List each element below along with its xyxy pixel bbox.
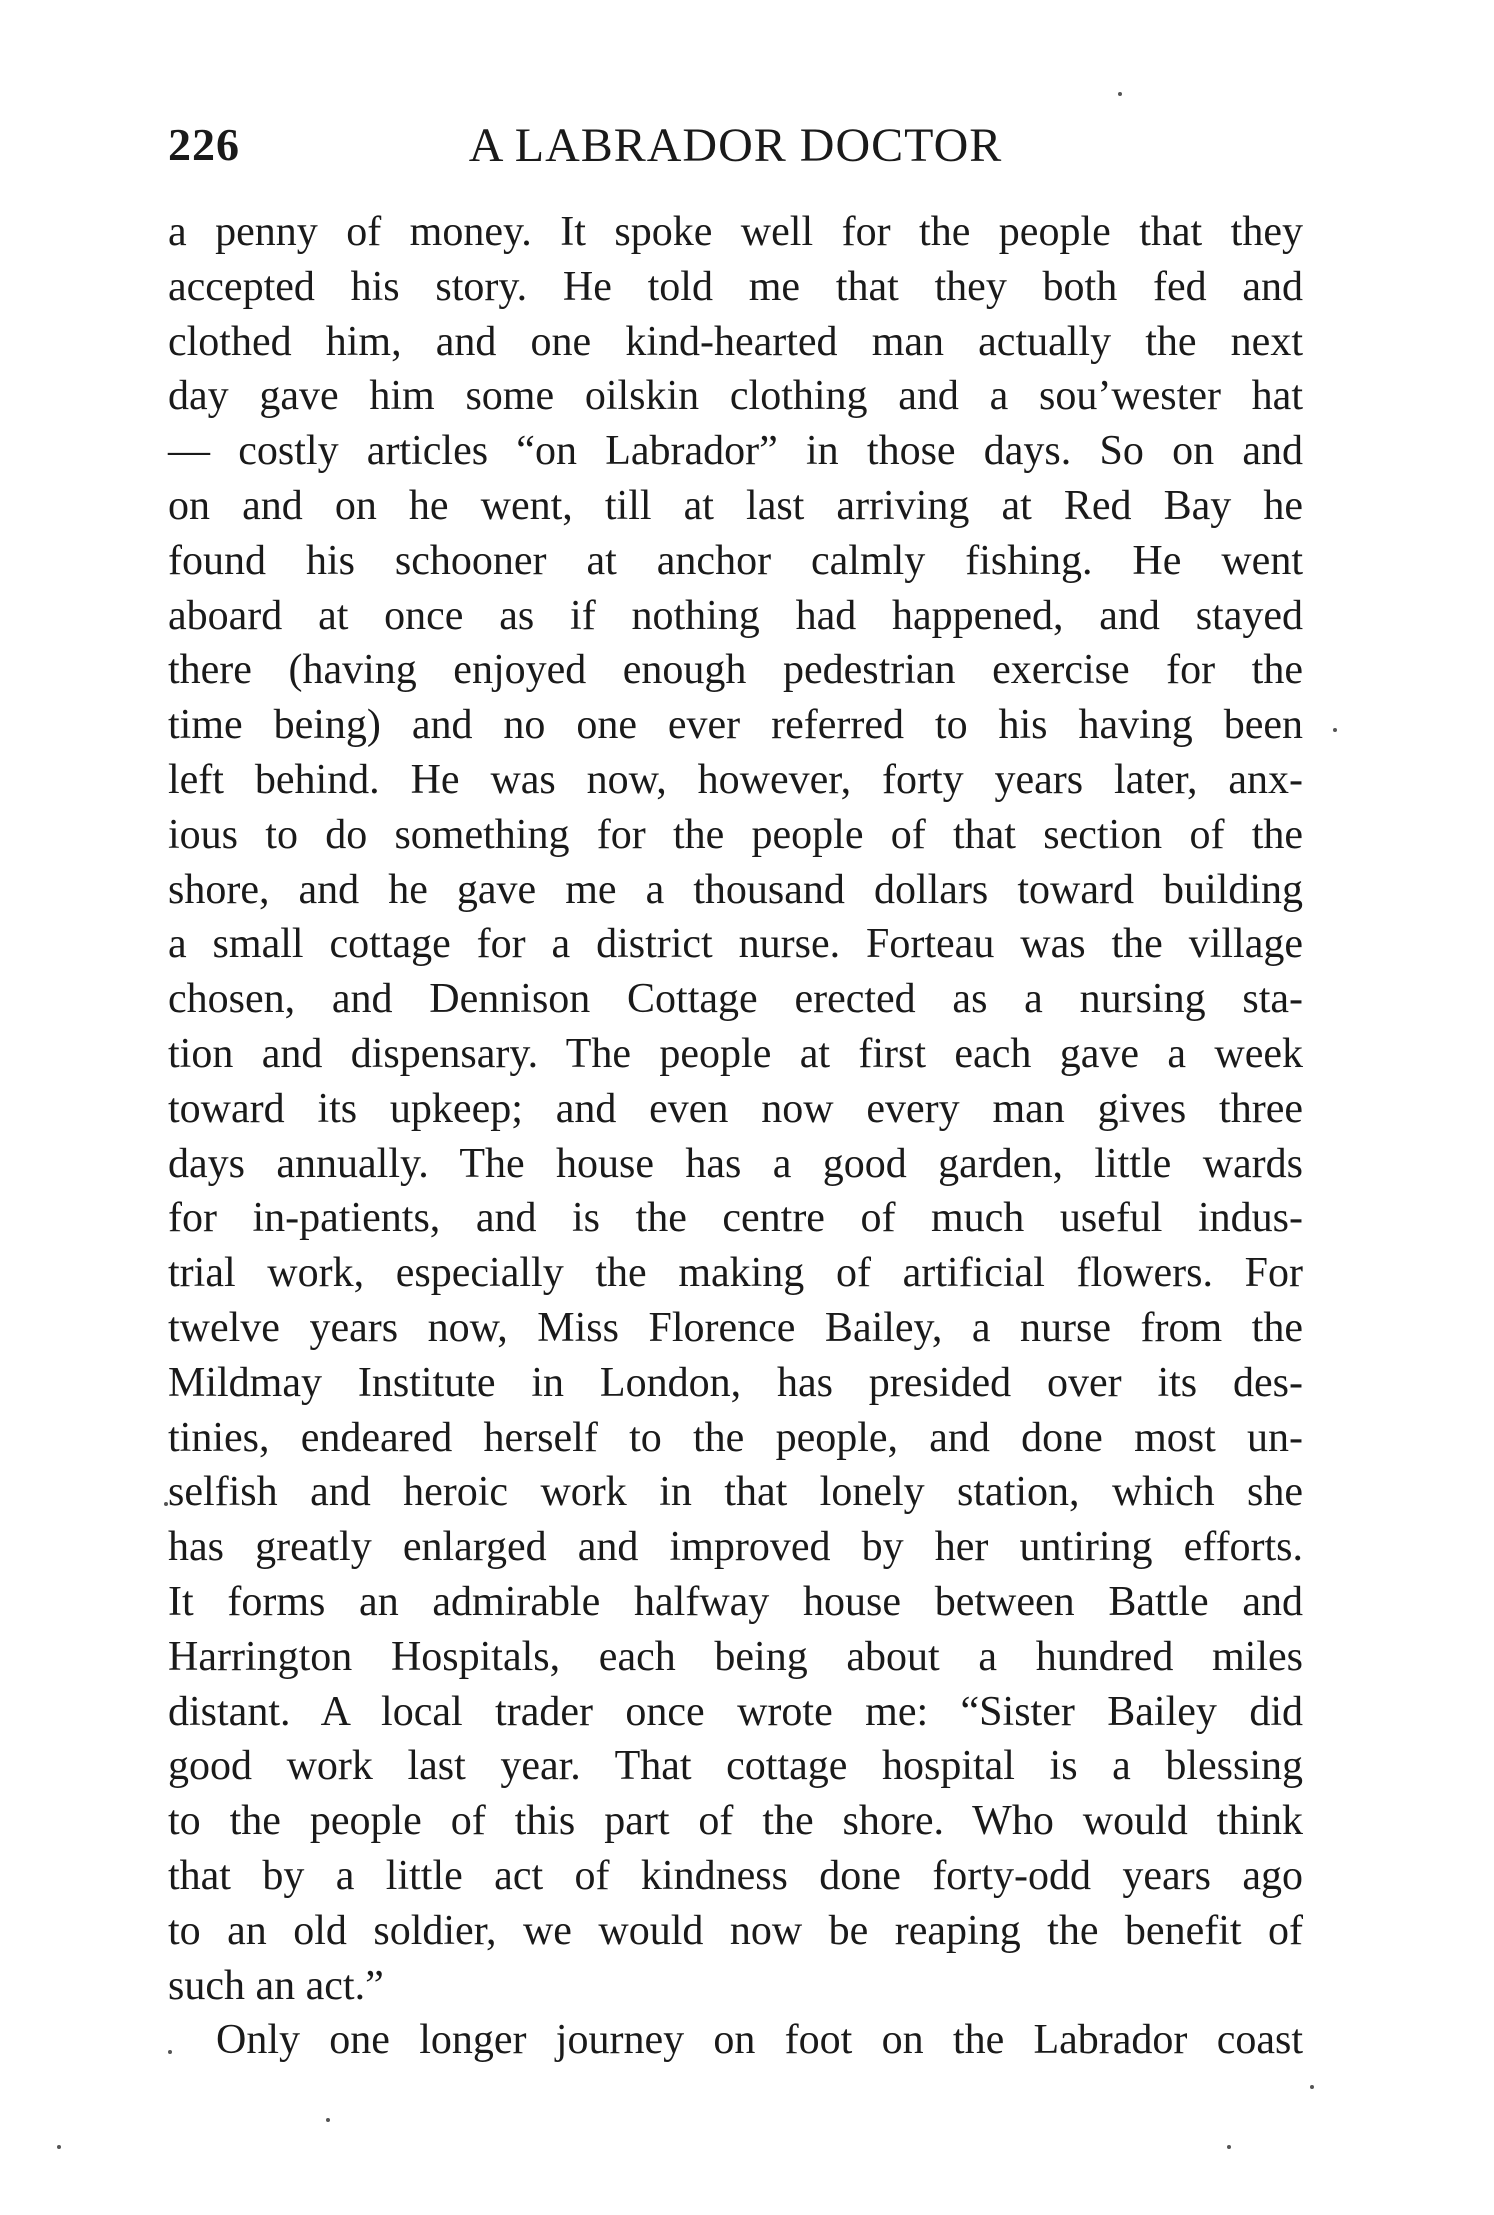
text-line: toward its upkeep; and even now every man gives three [168, 1085, 1303, 1132]
running-title: A LABRADOR DOCTOR [468, 119, 1003, 172]
page-number: 226 [168, 119, 240, 170]
text-line: — costly articles “on Labrador” in those days. So on and [168, 428, 1303, 475]
text-line: found his schooner at anchor calmly fishing. He went [168, 537, 1303, 584]
text-line: to an old soldier, we would now be reaping the benefit of [168, 1907, 1303, 1954]
text-line: It forms an admirable halfway house between Battle and [168, 1578, 1303, 1625]
text-line: a penny of money. It spoke well for the people that they [168, 209, 1303, 255]
text-line: day gave him some oilskin clothing and a sou’wester hat [168, 373, 1303, 420]
text-line: a small cottage for a district nurse. Forteau was the village [168, 921, 1303, 968]
text-line-paragraph-start: Only one longer journey on foot on the Labrador coast [216, 2017, 1303, 2064]
scan-speck [57, 2145, 61, 2149]
text-line-paragraph-end: such an act.” [168, 1962, 384, 2009]
text-line: ious to do something for the people of that section of the [168, 811, 1303, 858]
scan-speck [1333, 728, 1337, 732]
text-line: for in-patients, and is the centre of much useful indus- [168, 1195, 1303, 1242]
text-line: tinies, endeared herself to the people, and done most un- [168, 1414, 1303, 1461]
text-line: days annually. The house has a good garden, little wards [168, 1140, 1303, 1187]
text-line: left behind. He was now, however, forty years later, anx- [168, 756, 1303, 803]
scan-speck [1227, 2145, 1231, 2149]
text-line: Harrington Hospitals, each being about a hundred miles [168, 1633, 1303, 1680]
text-line: has greatly enlarged and improved by her untiring efforts. [168, 1524, 1303, 1571]
scan-speck [164, 1502, 168, 1506]
text-line: Mildmay Institute in London, has presided over its des- [168, 1359, 1303, 1406]
text-line: accepted his story. He told me that they both fed and [168, 263, 1303, 310]
text-line: clothed him, and one kind-hearted man actually the next [168, 318, 1303, 365]
text-line: chosen, and Dennison Cottage erected as a nursing sta- [168, 976, 1303, 1023]
text-line: tion and dispensary. The people at first each gave a week [168, 1030, 1303, 1077]
text-line: distant. A local trader once wrote me: “Sister Bailey did [168, 1688, 1303, 1735]
text-line: selfish and heroic work in that lonely station, which she [168, 1469, 1303, 1516]
body-text [168, 205, 1303, 2068]
scan-speck [1118, 92, 1122, 96]
scan-speck [168, 2050, 172, 2054]
text-line: to the people of this part of the shore. Who would think [168, 1798, 1303, 1845]
text-line: twelve years now, Miss Florence Bailey, a nurse from the [168, 1304, 1303, 1351]
text-line: aboard at once as if nothing had happened, and stayed [168, 592, 1303, 639]
text-line: there (having enjoyed enough pedestrian exercise for the [168, 647, 1303, 694]
running-head [168, 118, 1303, 178]
text-line: that by a little act of kindness done forty-odd years ago [168, 1852, 1303, 1899]
scan-speck [326, 2118, 330, 2122]
text-line: time being) and no one ever referred to his having been [168, 702, 1303, 749]
text-line: on and on he went, till at last arriving at Red Bay he [168, 482, 1303, 529]
text-line: good work last year. That cottage hospital is a blessing [168, 1743, 1303, 1790]
text-line: shore, and he gave me a thousand dollars toward building [168, 866, 1303, 913]
text-line: trial work, especially the making of artificial flowers. For [168, 1250, 1303, 1297]
scan-speck [1310, 2085, 1314, 2089]
